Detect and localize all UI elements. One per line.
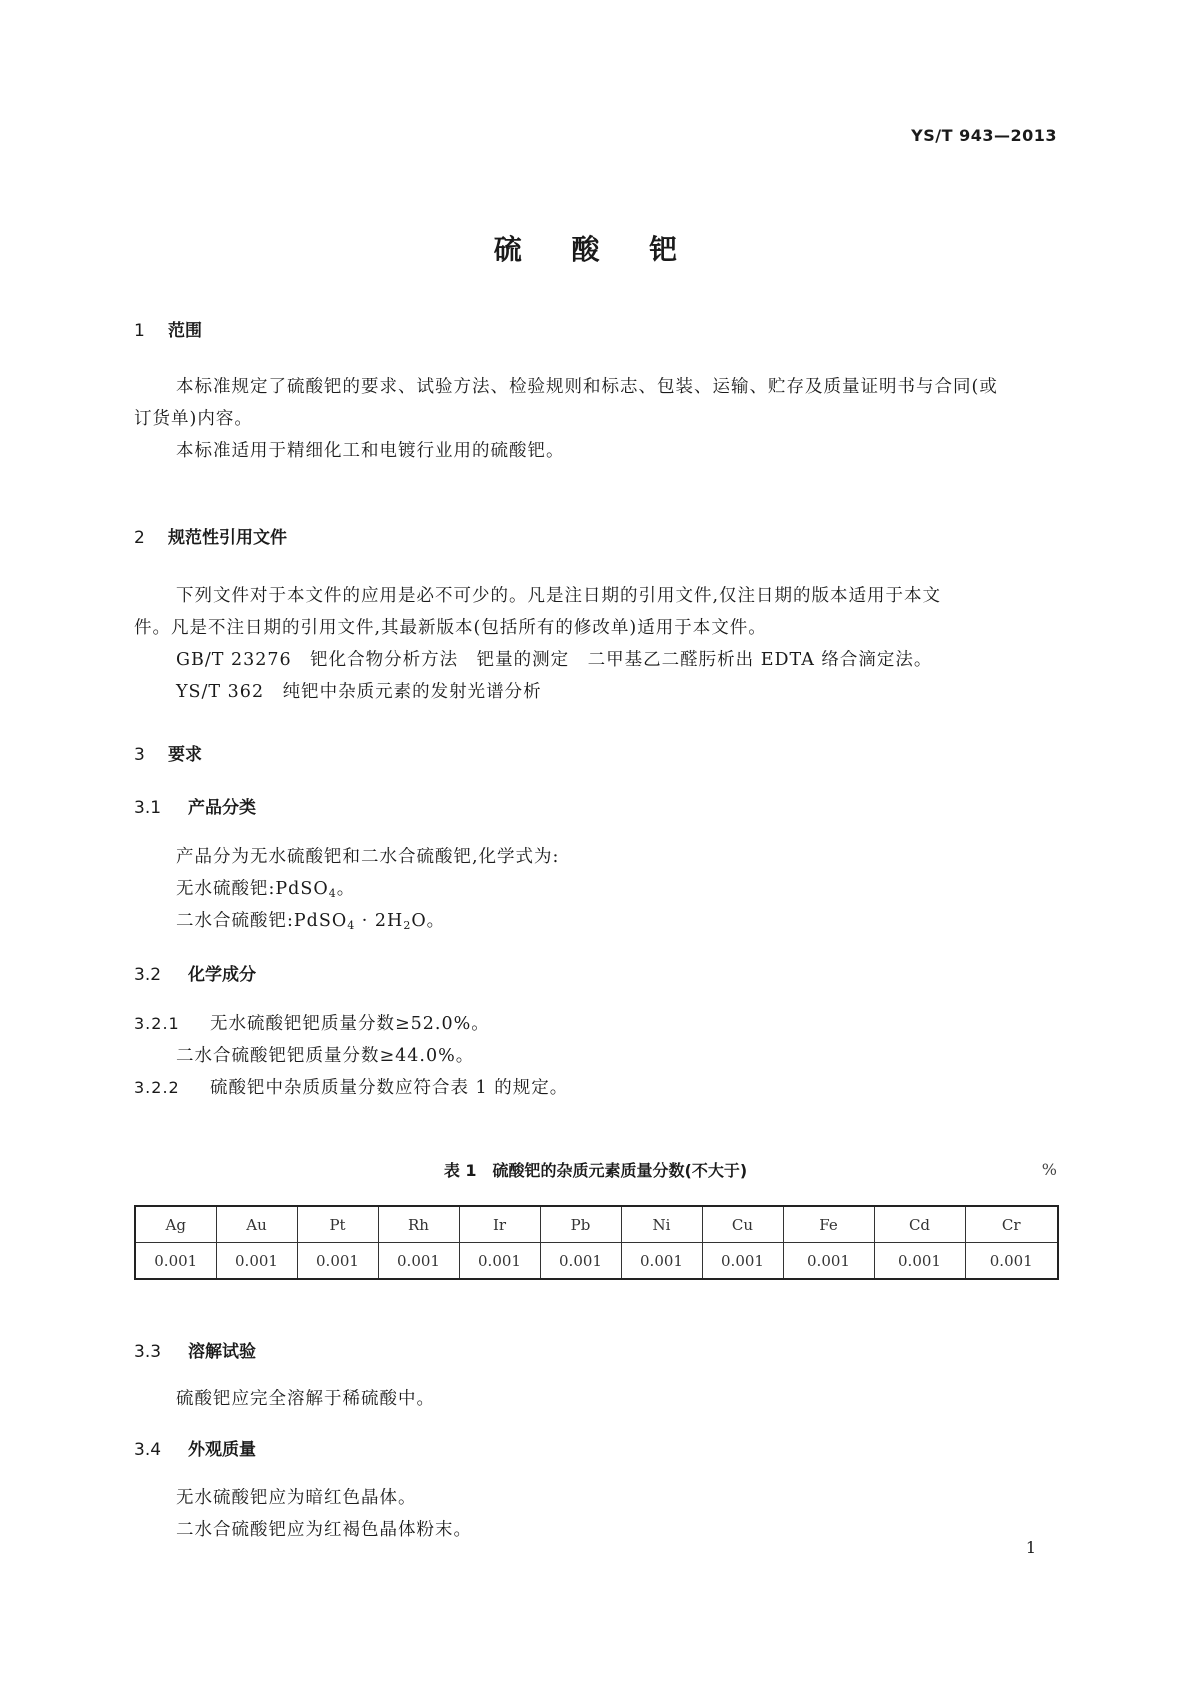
table-cell: 0.001 xyxy=(216,1243,297,1280)
table-header-cell: Pt xyxy=(297,1206,378,1243)
section-number: 1 xyxy=(134,321,145,341)
table-header-cell: Ir xyxy=(459,1206,540,1243)
clause-number: 3.2.1 xyxy=(134,1014,180,1033)
clause-text: 无水硫酸钯钯质量分数≥52.0%。 xyxy=(210,1014,490,1034)
formula-text: 无水硫酸钯:PdSO xyxy=(176,879,329,899)
section-title: 化学成分 xyxy=(188,965,256,985)
paragraph: 下列文件对于本文件的应用是必不可少的。凡是注日期的引用文件,仅注日期的版本适用于本文 xyxy=(176,586,942,606)
page-number: 1 xyxy=(1025,1538,1036,1557)
clause-3-2-1 xyxy=(134,1010,490,1035)
clause-3-2-2 xyxy=(134,1074,568,1099)
table-header-cell: Pb xyxy=(540,1206,621,1243)
table-caption: 表 1 硫酸钯的杂质元素质量分数(不大于) xyxy=(443,1161,748,1180)
section-1-heading xyxy=(134,316,202,341)
paragraph: 本标准适用于精细化工和电镀行业用的硫酸钯。 xyxy=(176,441,565,461)
formula-dihydrate xyxy=(176,907,445,932)
table-header-cell: Ag xyxy=(135,1206,216,1243)
table-header-cell: Fe xyxy=(783,1206,874,1243)
section-title: 产品分类 xyxy=(188,798,256,818)
table-header-row xyxy=(135,1206,1058,1243)
formula-text: 二水合硫酸钯:PdSO xyxy=(176,911,348,931)
formula-text: O。 xyxy=(411,911,446,931)
table-cell: 0.001 xyxy=(783,1243,874,1280)
table-cell: 0.001 xyxy=(135,1243,216,1280)
reference-item: GB/T 23276 钯化合物分析方法 钯量的测定 二甲基乙二醛肟析出 EDTA 络合滴定法。 xyxy=(176,650,933,670)
table-cell: 0.001 xyxy=(621,1243,702,1280)
section-3-3-heading xyxy=(134,1337,256,1362)
section-title: 外观质量 xyxy=(188,1440,256,1460)
clause-number: 3.2.2 xyxy=(134,1078,180,1097)
table-cell: 0.001 xyxy=(874,1243,965,1280)
formula-subscript: 2 xyxy=(403,919,412,932)
formula-anhydrous xyxy=(176,875,355,900)
paragraph: 本标准规定了硫酸钯的要求、试验方法、检验规则和标志、包装、运输、贮存及质量证明书与合同(或 xyxy=(176,377,998,397)
table-row xyxy=(135,1243,1058,1280)
section-title: 范围 xyxy=(168,321,202,341)
table-unit: % xyxy=(1041,1160,1057,1179)
impurity-table xyxy=(134,1205,1059,1280)
table-cell: 0.001 xyxy=(378,1243,459,1280)
section-3-4-heading xyxy=(134,1435,256,1460)
table-cell: 0.001 xyxy=(459,1243,540,1280)
paragraph: 无水硫酸钯应为暗红色晶体。 xyxy=(176,1488,417,1508)
table-header-cell: Au xyxy=(216,1206,297,1243)
paragraph: 订货单)内容。 xyxy=(134,409,253,429)
section-number: 3 xyxy=(134,745,145,765)
section-number: 3.2 xyxy=(134,965,162,985)
section-title: 规范性引用文件 xyxy=(168,528,287,548)
page-title: 硫 酸 钯 xyxy=(493,233,698,266)
section-number: 3.1 xyxy=(134,798,162,818)
section-title: 溶解试验 xyxy=(188,1342,256,1362)
section-number: 3.4 xyxy=(134,1440,162,1460)
formula-subscript: 4 xyxy=(347,919,356,932)
section-title: 要求 xyxy=(168,745,202,765)
clause-text: 二水合硫酸钯钯质量分数≥44.0%。 xyxy=(176,1046,475,1066)
formula-subscript: 4 xyxy=(328,887,337,900)
table-header-cell: Cu xyxy=(702,1206,783,1243)
reference-item: YS/T 362 纯钯中杂质元素的发射光谱分析 xyxy=(176,682,542,702)
paragraph: 硫酸钯应完全溶解于稀硫酸中。 xyxy=(176,1389,435,1409)
paragraph: 二水合硫酸钯应为红褐色晶体粉末。 xyxy=(176,1520,472,1540)
table-cell: 0.001 xyxy=(702,1243,783,1280)
section-3-1-heading xyxy=(134,793,256,818)
paragraph: 件。凡是不注日期的引用文件,其最新版本(包括所有的修改单)适用于本文件。 xyxy=(134,618,767,638)
section-3-2-heading xyxy=(134,960,256,985)
section-number: 2 xyxy=(134,528,145,548)
table-header-cell: Rh xyxy=(378,1206,459,1243)
document-number: YS/T 943—2013 xyxy=(911,126,1057,145)
table-header-cell: Ni xyxy=(621,1206,702,1243)
table-cell: 0.001 xyxy=(297,1243,378,1280)
table-header-cell: Cr xyxy=(965,1206,1058,1243)
formula-text: · 2H xyxy=(355,911,404,931)
section-2-heading xyxy=(134,523,287,548)
table-header-cell: Cd xyxy=(874,1206,965,1243)
table-cell: 0.001 xyxy=(965,1243,1058,1280)
paragraph: 产品分为无水硫酸钯和二水合硫酸钯,化学式为: xyxy=(176,847,560,867)
table-cell: 0.001 xyxy=(540,1243,621,1280)
clause-text: 硫酸钯中杂质质量分数应符合表 1 的规定。 xyxy=(210,1078,569,1098)
section-number: 3.3 xyxy=(134,1342,162,1362)
formula-text: 。 xyxy=(336,879,356,899)
section-3-heading xyxy=(134,740,202,765)
